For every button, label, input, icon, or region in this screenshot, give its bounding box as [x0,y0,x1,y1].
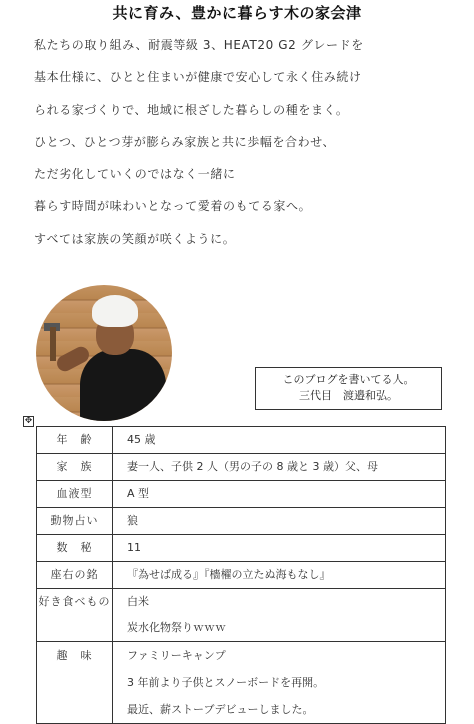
profile-table [36,426,446,724]
table-row [37,508,446,535]
row-label: 家 族 [37,454,113,481]
intro-line: 基本仕様に、ひとと住まいが健康で安心して永く住み続け [34,70,362,85]
page-title: 共に育み、豊かに暮らす木の家会津 [112,4,362,22]
table-row [37,535,446,562]
hammer-handle-shape [50,327,56,361]
intro-line: られる家づくりで、地域に根ざした暮らしの種をまく。 [34,102,349,117]
table-row [37,562,446,589]
row-label: 動物占い [37,508,113,535]
table-row [37,481,446,508]
row-label: 年 齢 [37,427,113,454]
intro-line: ひとつ、ひとつ芽が膨らみ家族と共に歩幅を合わせ、 [34,134,336,149]
row-value: ファミリーキャンプ 3 年前より子供とスノーボードを再開。 最近、薪ストーブデビューしました。 [113,642,446,724]
caption-line-1: このブログを書いてる人。 [282,373,415,386]
table-row [37,642,446,724]
intro-line: ただ劣化していくのではなく一緒に [34,167,236,182]
table-move-handle-icon[interactable]: ✥ [24,416,33,426]
row-label: 趣 味 [37,642,113,724]
author-caption [255,367,442,410]
author-photo [36,285,172,421]
row-value: 妻一人、子供 2 人（男の子の 8 歳と 3 歳）父、母 [113,454,446,481]
shirt-shape [80,349,166,421]
table-row [37,454,446,481]
row-value: 狼 [113,508,446,535]
intro-line: すべては家族の笑顔が咲くように。 [34,231,236,246]
row-label: 血液型 [37,481,113,508]
row-value: 11 [113,535,446,562]
intro-line: 暮らす時間が味わいとなって愛着のもてる家へ。 [34,199,312,214]
row-label: 好き食べもの [37,589,113,642]
intro-line: 私たちの取り組み、耐震等級 3、HEAT20 G2 グレードを [34,38,364,52]
table-row [37,589,446,642]
row-value: A 型 [113,481,446,508]
row-label: 座右の銘 [37,562,113,589]
row-value: 45 歳 [113,427,446,454]
row-value: 白米 炭水化物祭りｗｗｗ [113,589,446,642]
row-value: 『為せば成る』『檣櫂の立たぬ海もなし』 [113,562,446,589]
caption-line-2: 三代目 渡邉和弘。 [299,389,398,402]
cap-shape [92,295,138,327]
row-label: 数 秘 [37,535,113,562]
intro-paragraph [34,36,454,262]
table-row [37,427,446,454]
